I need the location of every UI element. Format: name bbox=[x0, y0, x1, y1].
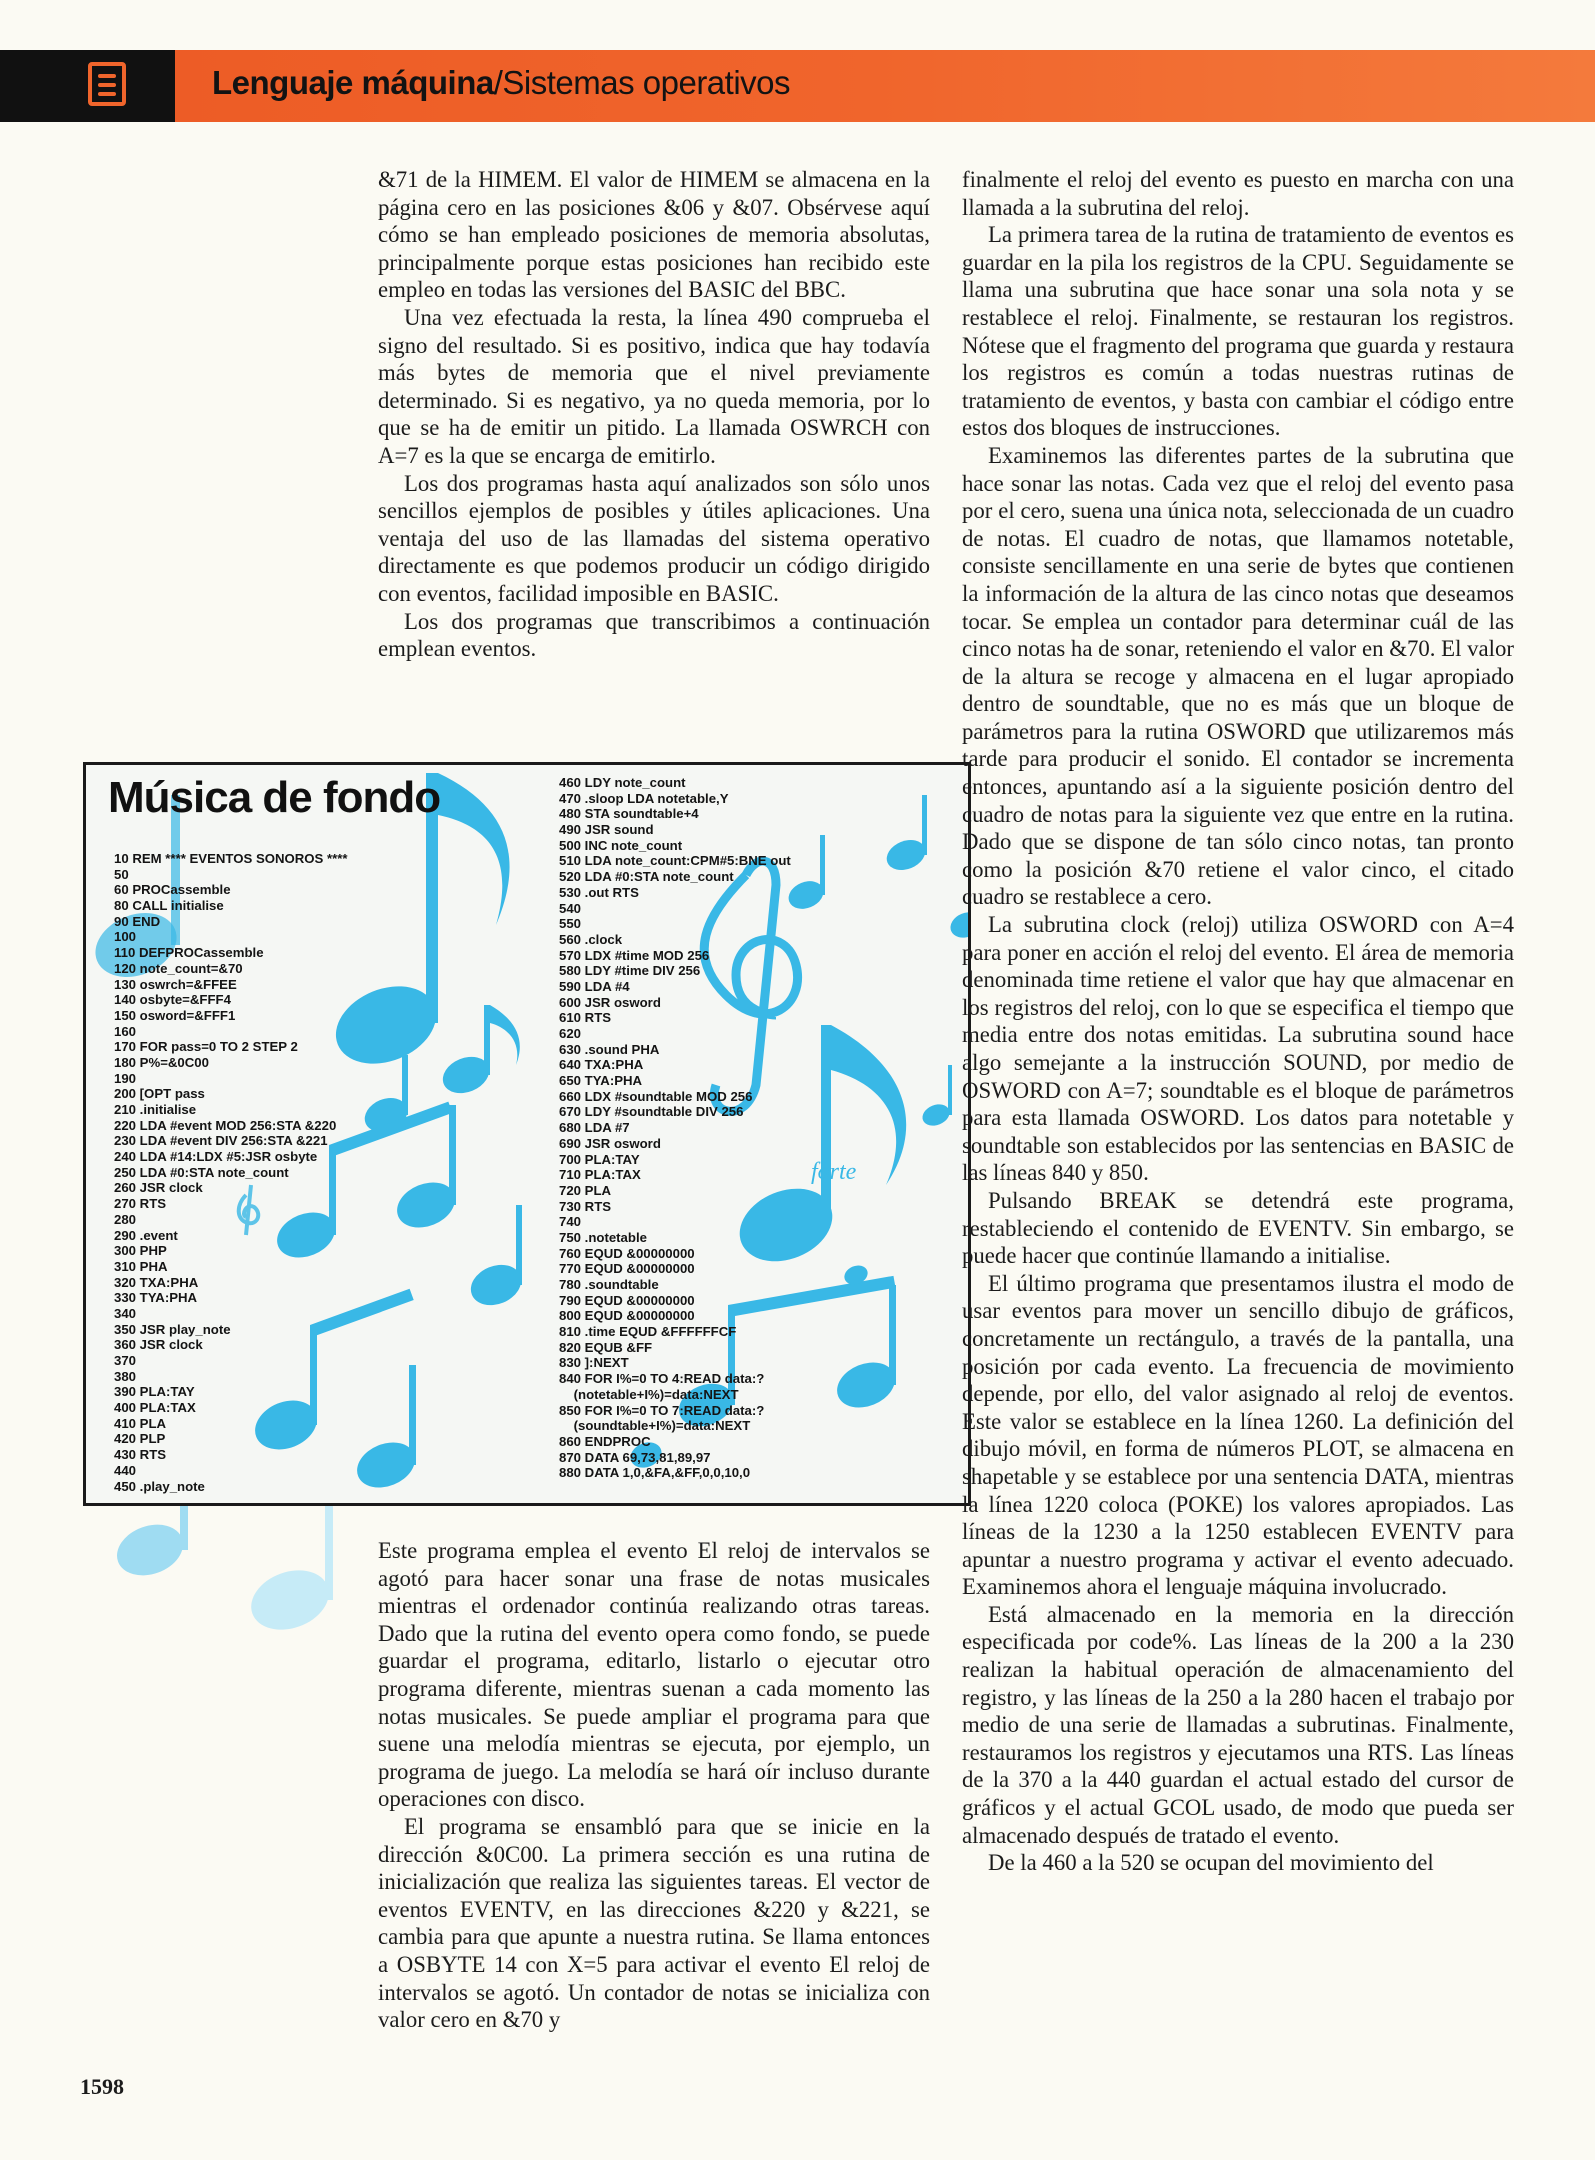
code-line: 690 JSR osword bbox=[559, 1135, 661, 1151]
code-line: 290 .event bbox=[114, 1227, 178, 1243]
code-line: 590 LDA #4 bbox=[559, 978, 630, 994]
paragraph: Los dos programas hasta aquí analizados son sólo unos sencillos ejemplos de posibles y útiles aplicaciones. Una ventaja del uso de las llamadas del sistema operativo directamente es que podemos producir un código dirigido con eventos, facilidad imposible en BASIC. bbox=[378, 470, 930, 606]
code-line: 580 LDY #time DIV 256 bbox=[559, 963, 701, 979]
code-line: 80 CALL initialise bbox=[114, 898, 224, 914]
page-number: 1598 bbox=[80, 2074, 124, 2099]
code-line: 280 bbox=[114, 1211, 137, 1227]
music-notes-overflow-decoration bbox=[0, 1490, 380, 1670]
paragraph: &71 de la HIMEM. El valor de HIMEM se almacena en la página cero en las posiciones &06 y &07. Obsérvese aquí cómo se han empleado posiciones de memoria absolutas, principalmente porque estas posiciones han recibido este empleo en todas las versiones del BASIC del BBC. bbox=[378, 167, 930, 303]
code-line: 870 DATA 69,73,81,89,97 bbox=[559, 1449, 711, 1465]
code-line: 150 osword=&FFF1 bbox=[114, 1007, 236, 1023]
computer-icon bbox=[88, 62, 126, 106]
code-line: 400 PLA:TAX bbox=[114, 1400, 196, 1416]
code-line: 650 TYA:PHA bbox=[559, 1073, 643, 1089]
header-title bbox=[212, 64, 790, 102]
note-stem bbox=[409, 1365, 416, 1465]
code-line: 620 bbox=[559, 1026, 582, 1041]
code-line: 100 bbox=[114, 929, 137, 945]
paragraph: finalmente el reloj del evento es puesto en marcha con una llamada a la subrutina del reloj. bbox=[962, 167, 1514, 220]
paragraph: Examinemos las diferentes partes de la subrutina que hace sonar las notas. Cada vez que el reloj del evento pasa por el cero, suena una única nota, seleccionada de un cuadro de notas. El cuadro de notas, que llamamos notetable, consiste sencillamente en una serie de bytes que contienen la información de la altura de las cinco notas que deseamos tocar. Se emplea un contador para determinar cuál de las cinco notas ha de sonar, reteniendo el valor en &70. El valor de la altura se recoge y almacena en el lugar apropiado dentro de soundtable, que no es más que un bloque de parámetros para la rutina OSWORD que utilizaremos más tarde para producir el sonido. El contador se incrementa entonces, apuntando así a la siguiente posición dentro del cuadro de notas para la siguiente vez que entre en la rutina. Dado que se dispone de tan sólo cinco notas, tan pronto como la posición &70 retiene el valor cinco, el citado cuadro se restablece a cero. bbox=[962, 442, 1514, 910]
note-stem bbox=[922, 795, 927, 855]
code-line: 370 bbox=[114, 1353, 137, 1368]
code-line: 350 JSR play_note bbox=[114, 1321, 231, 1337]
code-line: 50 bbox=[114, 866, 129, 882]
code-listing-right bbox=[559, 775, 791, 1481]
code-line: 610 RTS bbox=[559, 1010, 612, 1026]
code-line: 130 oswrch=&FFEE bbox=[114, 976, 237, 992]
code-line: 880 DATA 1,0,&FA,&FF,0,0,10,0 bbox=[559, 1465, 751, 1481]
code-line: 310 PHA bbox=[114, 1258, 168, 1274]
code-line: 430 RTS bbox=[114, 1447, 167, 1463]
code-line: 340 bbox=[114, 1305, 137, 1321]
code-line: 90 END bbox=[114, 913, 161, 929]
code-line: 830 ]:NEXT bbox=[559, 1355, 629, 1371]
forte-label: forte bbox=[811, 1159, 857, 1185]
code-line: 630 .sound PHA bbox=[559, 1041, 660, 1057]
code-line: 480 STA soundtable+4 bbox=[559, 806, 699, 822]
code-line: 540 bbox=[559, 900, 582, 916]
code-line: 270 RTS bbox=[114, 1196, 167, 1212]
code-line: (soundtable+I%)=data:NEXT bbox=[559, 1418, 751, 1434]
code-line: 60 PROCassemble bbox=[114, 882, 231, 898]
paragraph: Este programa emplea el evento El reloj de intervalos se agotó para hacer sonar una frase de notas musicales mientras el ordenador continúa realizando otras tareas. Dado que la rutina del evento opera como fondo, se puede guardar el programa, editarlo, listarlo o ejecutar otro programa diferente, mientras suenan a cada momento las notas musicales. Se puede ampliar el programa para que suene una melodía mientras se ejecuta, por ejemplo, un programa de juego. La melodía se hará oír incluso durante operaciones con disco. bbox=[378, 1538, 930, 1812]
code-line: 120 note_count=&70 bbox=[114, 960, 243, 976]
left-column-bottom bbox=[378, 1537, 930, 2034]
note-flag bbox=[438, 773, 510, 925]
code-line: 730 RTS bbox=[559, 1198, 612, 1214]
code-line: 470 .sloop LDA notetable,Y bbox=[559, 790, 729, 806]
code-line: 460 LDY note_count bbox=[559, 775, 686, 790]
code-line: 530 .out RTS bbox=[559, 884, 639, 900]
code-line: 500 INC note_count bbox=[559, 837, 683, 853]
code-line: 640 TXA:PHA bbox=[559, 1057, 644, 1073]
paragraph: La subrutina clock (reloj) utiliza OSWORD con A=4 para poner en acción el reloj del evento. El área de memoria denominada time retiene el valor que hay que almacenar en los registros del reloj, con lo que se especifica el tiempo que media entre dos notas emitidas. La subrutina sound hace algo semejante a la instrucción SOUND, por medio de OSWORD con A=7; soundtable es el bloque de parámetros para esta llamada OSWORD. Los datos para notetable y soundtable son establecidos por las sentencias en BASIC de las líneas 840 y 850. bbox=[962, 912, 1514, 1186]
code-listing-left bbox=[114, 851, 348, 1494]
note-stem bbox=[821, 1025, 831, 1225]
paragraph: De la 460 a la 520 se ocupan del movimiento del bbox=[988, 1850, 1434, 1876]
section-header bbox=[0, 50, 1595, 122]
code-line: 750 .notetable bbox=[559, 1229, 647, 1245]
code-line: 790 EQUD &00000000 bbox=[559, 1292, 695, 1308]
code-line: 850 FOR I%=0 TO 7:READ data:? bbox=[559, 1402, 765, 1418]
note-head bbox=[919, 1100, 952, 1129]
code-line: 240 LDA #14:LDX #5:JSR osbyte bbox=[114, 1149, 318, 1165]
code-line: 520 LDA #0:STA note_count bbox=[559, 869, 734, 885]
note-stem bbox=[449, 1105, 456, 1205]
note-flag bbox=[490, 1005, 520, 1065]
code-line: 740 bbox=[559, 1214, 582, 1230]
paragraph: Está almacenado en la memoria en la dirección especificada por code%. Las líneas de la 200 a la 230 realizan la habitual operación de almacenamiento del registro, y las líneas de la 250 a la 280 hacen el trabajo por medio de una serie de llamadas a subrutinas. Finalmente, restauramos los registros y ejecutamos una RTS. Las líneas de la 370 a la 440 guardan el actual estado del cursor de gráficos y el actual GCOL usado, de modo que pueda ser almacenado después de tratado el evento. bbox=[962, 1601, 1514, 1848]
code-line: 570 LDX #time MOD 256 bbox=[559, 947, 710, 963]
code-line: 250 LDA #0:STA note_count bbox=[114, 1164, 289, 1180]
code-line: 840 FOR I%=0 TO 4:READ data:? bbox=[559, 1371, 765, 1387]
code-line: 320 TXA:PHA bbox=[114, 1274, 199, 1290]
code-line: 410 PLA bbox=[114, 1415, 167, 1431]
code-line: 440 bbox=[114, 1462, 137, 1478]
code-line: 330 TYA:PHA bbox=[114, 1290, 198, 1306]
code-line: 170 FOR pass=0 TO 2 STEP 2 bbox=[114, 1039, 298, 1055]
code-line: 230 LDA #event DIV 256:STA &221 bbox=[114, 1133, 328, 1149]
code-line: 260 JSR clock bbox=[114, 1180, 203, 1196]
code-line: 380 bbox=[114, 1368, 137, 1384]
paragraph: La primera tarea de la rutina de tratamiento de eventos es guardar en la pila los registros de la CPU. Seguidamente se llama una subrutina que hace sonar una sola nota y se restablece el reloj. Finalmente, se restauran los registros. Nótese que el fragmento del programa que guarda y restaura los registros es común a todas nuestras rutinas de tratamiento de eventos, y basta con cambiar el código entre estos dos bloques de instrucciones. bbox=[962, 222, 1514, 441]
code-line: 810 .time EQUD &FFFFFFCF bbox=[559, 1324, 737, 1340]
code-line: 490 JSR sound bbox=[559, 822, 654, 838]
left-column-top bbox=[378, 166, 930, 663]
note-stem bbox=[484, 1005, 490, 1075]
code-line: 670 LDY #soundtable DIV 256 bbox=[559, 1104, 744, 1120]
code-line: 800 EQUD &00000000 bbox=[559, 1308, 695, 1324]
note-stem bbox=[402, 1055, 408, 1115]
panel-title: Música de fondo bbox=[108, 773, 441, 822]
right-column bbox=[962, 166, 1514, 1877]
paragraph: Pulsando BREAK se detendrá este programa, restableciendo el contenido de EVENTV. Sin embargo, se puede hacer que continúe llamando a initialise. bbox=[962, 1187, 1514, 1269]
code-line: 110 DEFPROCassemble bbox=[114, 945, 264, 961]
code-line: 360 JSR clock bbox=[114, 1337, 203, 1353]
code-line: 820 EQUB &FF bbox=[559, 1339, 653, 1355]
code-line: 600 JSR osword bbox=[559, 994, 661, 1010]
note-stem bbox=[948, 1065, 952, 1115]
code-line: 300 PHP bbox=[114, 1243, 167, 1259]
code-line: 190 bbox=[114, 1070, 137, 1086]
code-line: (notetable+I%)=data:NEXT bbox=[559, 1386, 739, 1402]
code-line: 550 bbox=[559, 916, 582, 932]
paragraph: Los dos programas que transcribimos a continuación emplean eventos. bbox=[378, 608, 930, 662]
header-title-bold: Lenguaje máquina bbox=[212, 64, 494, 101]
code-line: 770 EQUD &00000000 bbox=[559, 1261, 695, 1277]
code-line: 140 osbyte=&FFF4 bbox=[114, 992, 231, 1008]
code-line: 780 .soundtable bbox=[559, 1277, 659, 1292]
code-line: 720 PLA bbox=[559, 1182, 612, 1198]
code-line: 390 PLA:TAY bbox=[114, 1384, 195, 1400]
code-line: 510 LDA note_count:CPM#5:BNE out bbox=[559, 853, 791, 869]
header-title-rest: /Sistemas operativos bbox=[493, 64, 791, 101]
code-line: 420 PLP bbox=[114, 1431, 166, 1447]
code-line: 680 LDA #7 bbox=[559, 1120, 630, 1136]
header-black-block bbox=[0, 50, 175, 122]
note-stem bbox=[820, 835, 825, 895]
code-line: 160 bbox=[114, 1023, 137, 1039]
note-stem bbox=[516, 1205, 522, 1285]
note-stem bbox=[889, 1285, 896, 1385]
code-line: 210 .initialise bbox=[114, 1102, 197, 1117]
code-line: 220 LDA #event MOD 256:STA &220 bbox=[114, 1117, 337, 1133]
paragraph: El último programa que presentamos ilustra el modo de usar eventos para mover un sencillo dibujo de gráficos, concretamente un rectángulo, a través de la pantalla, una posición por cada evento. La frecuencia de movimiento depende, por ello, del valor asignado al reloj de eventos. Este valor se establece en la línea 1260. La definición del dibujo móvil, en forma de números PLOT, se almacena en shapetable y se establece por una sentencia DATA, mientras la línea 1220 coloca (POKE) los valores apropiados. Las líneas de la 1230 a la 1250 establecen EVENTV para apuntar a nuestro programa y activar el evento adecuado. Examinemos ahora el lenguaje máquina involucrado. bbox=[962, 1270, 1514, 1600]
code-line: 660 LDX #soundtable MOD 256 bbox=[559, 1088, 753, 1104]
code-line: 10 REM **** EVENTOS SONOROS **** bbox=[114, 851, 348, 866]
code-line: 860 ENDPROC bbox=[559, 1433, 651, 1449]
paragraph: Una vez efectuada la resta, la línea 490 comprueba el signo del resultado. Si es positivo, indica que hay todavía más bytes de memoria que el nivel previamente determinado. Si es negativo, ya no queda memoria, por lo que se ha de emitir un pitido. La llamada OSWRCH con A=7 es la que se encarga de emitirlo. bbox=[378, 304, 930, 468]
code-line: 560 .clock bbox=[559, 931, 623, 947]
paragraph: El programa se ensambló para que se inicie en la dirección &0C00. La primera sección es una rutina de inicialización que realiza las siguientes tareas. El vector de eventos EVENTV, en las direcciones &220 y &221, se cambia para que apunte a nuestra rutina. Se llama entonces a OSBYTE 14 con X=5 para activar el evento El reloj de intervalos se agotó. Un contador de notas se inicializa con valor cero en &70 y bbox=[378, 1813, 930, 2033]
code-line: 760 EQUD &00000000 bbox=[559, 1245, 695, 1261]
code-line: 450 .play_note bbox=[114, 1478, 205, 1494]
code-line: 700 PLA:TAY bbox=[559, 1151, 640, 1167]
code-line: 710 PLA:TAX bbox=[559, 1167, 641, 1183]
program-listing-panel bbox=[83, 762, 971, 1506]
code-line: 180 P%=&0C00 bbox=[114, 1054, 209, 1070]
code-line: 200 [OPT pass bbox=[114, 1086, 205, 1102]
